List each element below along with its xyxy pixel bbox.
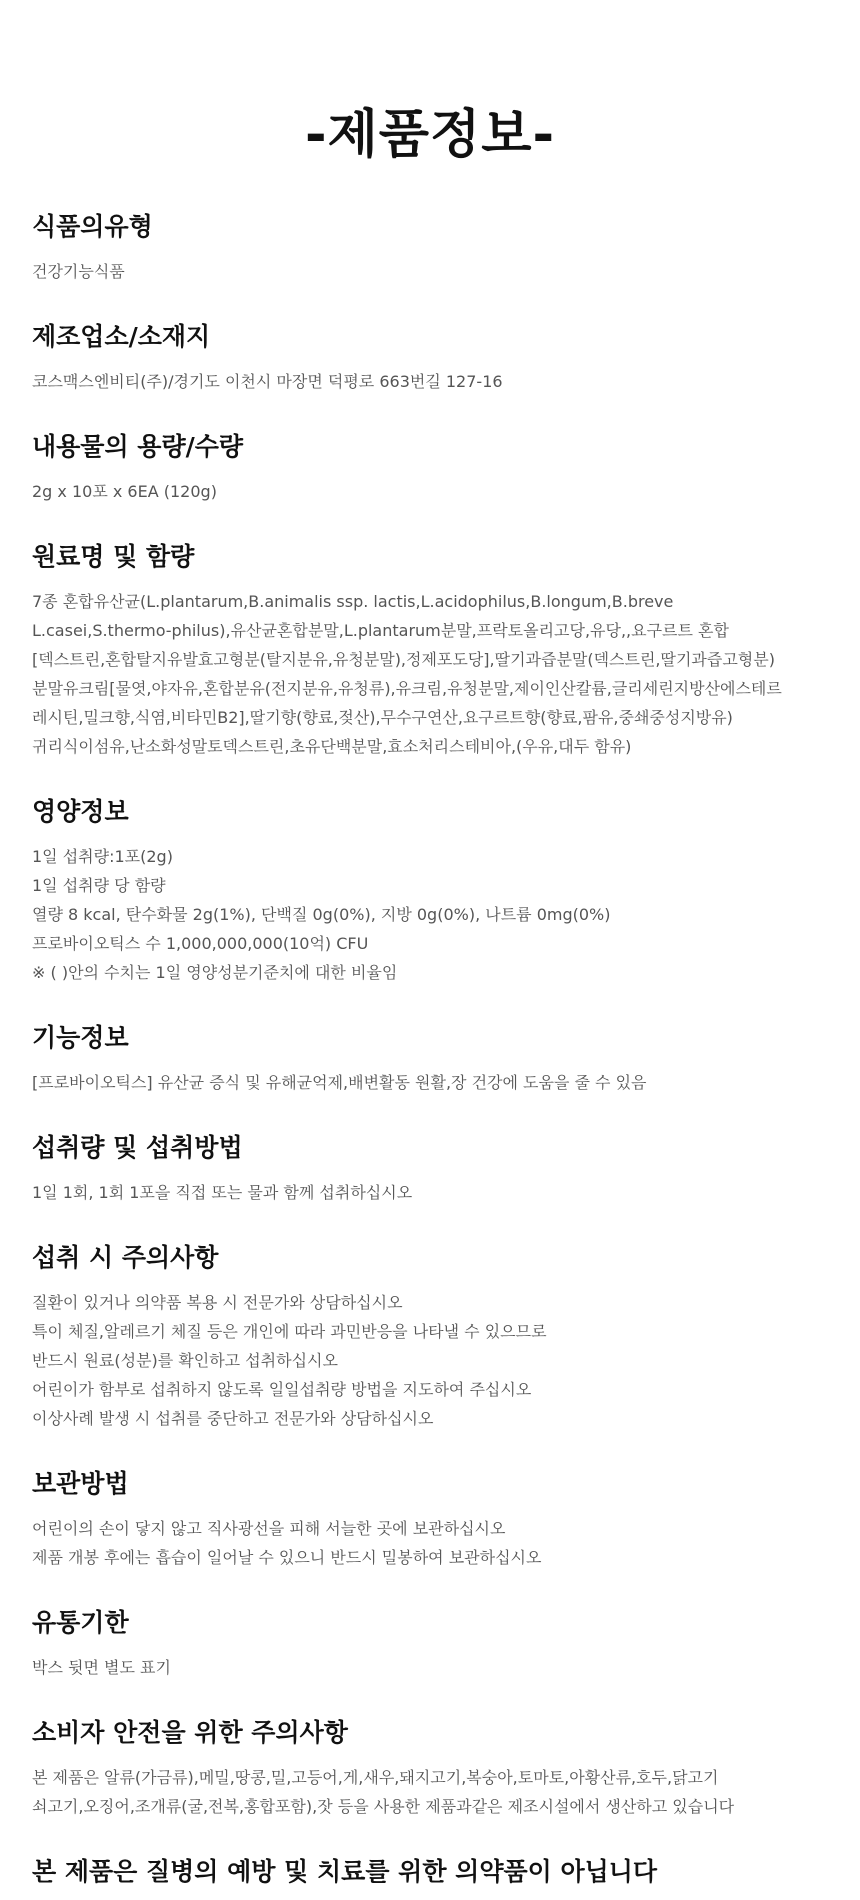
info-section-1 [32, 210, 828, 286]
section-heading: 기능정보 [32, 1023, 129, 1052]
section-line: 어린이가 함부로 섭취하지 않도록 일일섭취량 방법을 지도하여 주십시오 [32, 1380, 532, 1399]
product-info-sections [32, 210, 828, 1821]
info-section-5 [32, 795, 828, 987]
section-line: 7종 혼합유산균(L.plantarum,B.animalis ssp. lactis,L.acidophilus,B.longum,B.breve [32, 592, 674, 611]
info-section-10 [32, 1606, 828, 1682]
section-heading: 영양정보 [32, 797, 129, 826]
info-section-4 [32, 540, 828, 761]
section-line: 제품 개봉 후에는 흡습이 일어날 수 있으니 반드시 밀봉하여 보관하십시오 [32, 1548, 542, 1567]
info-section-3 [32, 430, 828, 506]
section-body [32, 842, 828, 987]
section-body [32, 1068, 828, 1097]
info-section-7 [32, 1131, 828, 1207]
section-line: 본 제품은 알류(가금류),메밀,땅콩,밀,고등어,게,새우,돼지고기,복숭아,토마토,아황산류,호두,닭고기 [32, 1768, 719, 1787]
section-body [32, 1653, 828, 1682]
section-body [32, 587, 828, 761]
info-section-6 [32, 1021, 828, 1097]
section-heading: 식품의유형 [32, 212, 153, 241]
section-body [32, 257, 828, 286]
info-section-9 [32, 1467, 828, 1572]
section-line: [프로바이오틱스] 유산균 증식 및 유해균억제,배변활동 원활,장 건강에 도움을 줄 수 있음 [32, 1073, 647, 1092]
section-line: 어린이의 손이 닿지 않고 직사광선을 피해 서늘한 곳에 보관하십시오 [32, 1519, 506, 1538]
closing-statement: 본 제품은 질병의 예방 및 치료를 위한 의약품이 아닙니다 [32, 1857, 658, 1886]
section-body [32, 477, 828, 506]
section-body [32, 367, 828, 396]
info-section-8 [32, 1241, 828, 1433]
section-line: 레시틴,밀크향,식염,비타민B2],딸기향(향료,젖산),무수구연산,요구르트향(향료,팜유,중쇄중성지방유) [32, 708, 733, 727]
section-line: [덱스트린,혼합탈지유발효고형분(탈지분유,유청분말),정제포도당],딸기과즙분말(덱스트린,딸기과즙고형분) [32, 650, 775, 669]
section-body [32, 1288, 828, 1433]
section-heading: 섭취량 및 섭취방법 [32, 1133, 243, 1162]
section-line: L.casei,S.thermo-philus),유산균혼합분말,L.plantarum분말,프락토올리고당,유당,,요구르트 혼합 [32, 621, 729, 640]
section-line: 1일 섭취량 당 함량 [32, 876, 166, 895]
section-line: 분말유크림[물엿,야자유,혼합분유(전지분유,유청류),유크림,유청분말,제이인산칼륨,글리세린지방산에스테르 [32, 679, 782, 698]
section-line: ※ ( )안의 수치는 1일 영양성분기준치에 대한 비율임 [32, 963, 398, 982]
section-line: 프로바이오틱스 수 1,000,000,000(10억) CFU [32, 934, 369, 953]
section-heading: 섭취 시 주의사항 [32, 1243, 219, 1272]
section-line: 특이 체질,알레르기 체질 등은 개인에 따라 과민반응을 나타낼 수 있으므로 [32, 1322, 547, 1341]
section-heading: 유통기한 [32, 1608, 129, 1637]
section-line: 1일 1회, 1회 1포을 직접 또는 물과 함께 섭취하십시오 [32, 1183, 413, 1202]
section-line: 박스 뒷면 별도 표기 [32, 1658, 171, 1677]
section-line: 열량 8 kcal, 탄수화물 2g(1%), 단백질 0g(0%), 지방 0g(0%), 나트륨 0mg(0%) [32, 905, 611, 924]
section-line: 귀리식이섬유,난소화성말토덱스트린,초유단백분말,효소처리스테비아,(우유,대두 함유) [32, 737, 632, 756]
info-section-11 [32, 1716, 828, 1821]
section-heading: 원료명 및 함량 [32, 542, 195, 571]
section-body [32, 1514, 828, 1572]
section-line: 이상사례 발생 시 섭취를 중단하고 전문가와 상담하십시오 [32, 1409, 434, 1428]
page-title: -제품정보- [304, 105, 556, 165]
section-line: 1일 섭취량:1포(2g) [32, 847, 173, 866]
section-line: 코스맥스엔비티(주)/경기도 이천시 마장면 덕평로 663번길 127-16 [32, 372, 503, 391]
section-body [32, 1763, 828, 1821]
section-line: 쇠고기,오징어,조개류(굴,전복,홍합포함),잣 등을 사용한 제품과같은 제조시설에서 생산하고 있습니다 [32, 1797, 735, 1816]
section-line: 질환이 있거나 의약품 복용 시 전문가와 상담하십시오 [32, 1293, 403, 1312]
info-section-2 [32, 320, 828, 396]
section-line: 반드시 원료(성분)를 확인하고 섭취하십시오 [32, 1351, 338, 1370]
section-heading: 내용물의 용량/수량 [32, 432, 244, 461]
section-heading: 보관방법 [32, 1469, 129, 1498]
section-heading: 소비자 안전을 위한 주의사항 [32, 1718, 348, 1747]
section-heading: 제조업소/소재지 [32, 322, 211, 351]
section-body [32, 1178, 828, 1207]
section-line: 2g x 10포 x 6EA (120g) [32, 482, 217, 501]
section-line: 건강기능식품 [32, 262, 125, 281]
